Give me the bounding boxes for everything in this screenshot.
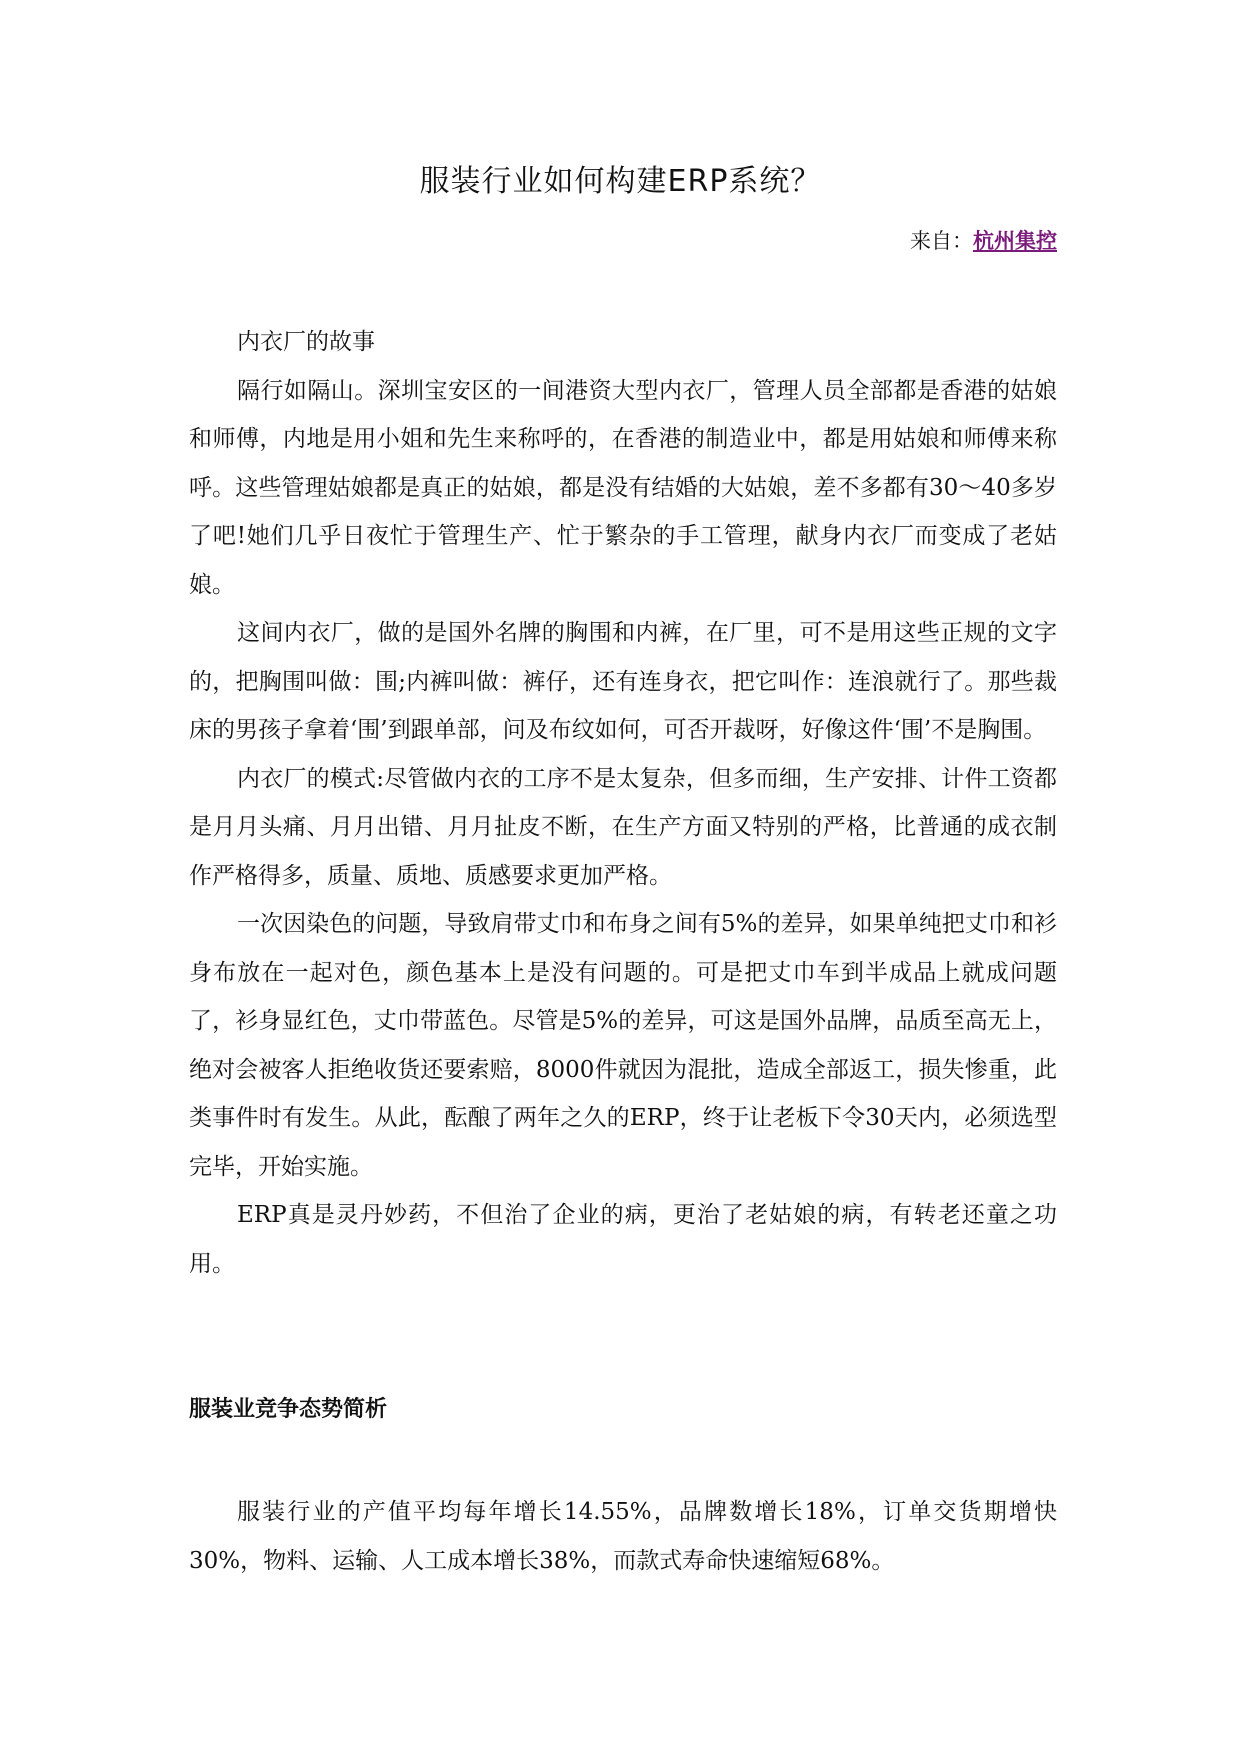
story-paragraph-2: 这间内衣厂，做的是国外名牌的胸围和内裤，在厂里，可不是用这些正规的文字的，把胸围叫做：围;内裤叫做：裤仔，还有连身衣，把它叫作：连浪就行了。那些裁床的男孩子拿着‘围’到跟单部，问及布纹如何，可否开裁呀，好像这件‘围’不是胸围。 [189,620,1057,743]
document-title: 服装行业如何构建ERP系统？ [419,164,822,199]
source-link[interactable]: 杭州集控 [973,228,1057,253]
story-paragraph-5: ERP真是灵丹妙药，不但治了企业的病，更治了老姑娘的病，有转老还童之功用。 [189,1202,1057,1277]
section-paragraph: 服装行业的产值平均每年增长14.55%，品牌数增长18%，订单交货期增快30%，物料、运输、人工成本增长38%，而款式寿命快速缩短68%。 [189,1499,1057,1574]
story-paragraph-1: 隔行如隔山。深圳宝安区的一间港资大型内衣厂，管理人员全部都是香港的姑娘和师傅，内地是用小姐和先生来称呼的，在香港的制造业中，都是用姑娘和师傅来称呼。这些管理姑娘都是真正的姑娘，都是没有结婚的大姑娘，差不多都有30～40多岁了吧!她们几乎日夜忙于管理生产、忙于繁杂的手工管理，献身内衣厂而变成了老姑娘。 [189,377,1057,598]
story-heading: 内衣厂的故事 [237,329,375,355]
section-heading: 服装业竞争态势简析 [189,1397,388,1422]
story-body [189,318,1057,1288]
section-body [189,1488,1057,1585]
story-paragraph-4: 一次因染色的问题，导致肩带丈巾和布身之间有5%的差异，如果单纯把丈巾和衫身布放在一起对色，颜色基本上是没有问题的。可是把丈巾车到半成品上就成问题了，衫身显红色，丈巾带蓝色。尽管是5%的差异，可这是国外品牌，品质至高无上，绝对会被客人拒绝收货还要索赔，8000件就因为混批，造成全部返工，损失惨重，此类事件时有发生。从此，酝酿了两年之久的ERP，终于让老板下令30天内，必须选型完毕，开始实施。 [189,911,1057,1180]
story-paragraph-3: 内衣厂的模式:尽管做内衣的工序不是太复杂，但多而细，生产安排、计件工资都是月月头痛、月月出错、月月扯皮不断，在生产方面又特别的严格，比普通的成衣制作严格得多，质量、质地、质感要求更加严格。 [189,765,1057,889]
source-prefix: 来自： [910,229,973,253]
source-line [910,226,1057,256]
